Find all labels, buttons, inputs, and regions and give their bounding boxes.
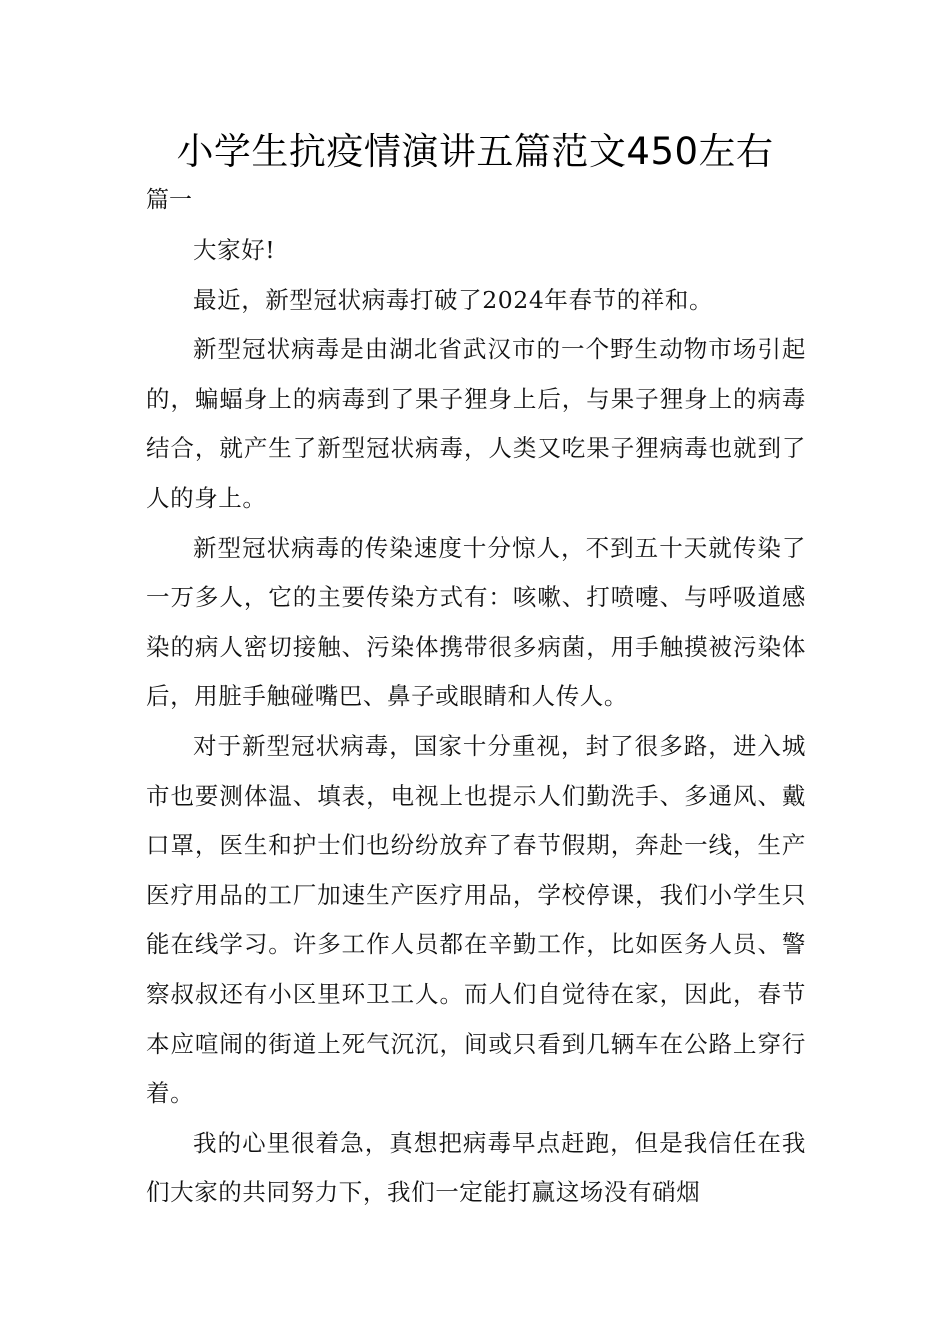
document-title: 小学生抗疫情演讲五篇范文450左右 xyxy=(176,130,774,173)
paragraph: 最近，新型冠状病毒打破了2024年春节的祥和。 xyxy=(193,285,714,314)
paragraph: 新型冠状病毒的传染速度十分惊人，不到五十天就传染了一万多人，它的主要传染方式有：咳嗽、打喷嚏、与呼吸道感染的病人密切接触、污染体携带很多病菌，用手触摸被污染体后，用脏手触碰嘴巴、鼻子或眼睛和人传人。 xyxy=(146,533,806,711)
section-label: 篇一 xyxy=(146,187,192,213)
paragraph: 大家好! xyxy=(193,236,276,264)
document-body xyxy=(146,226,806,1218)
paragraph: 对于新型冠状病毒，国家十分重视，封了很多路，进入城市也要测体温、填表，电视上也提示人们勤洗手、多通风、戴口罩，医生和护士们也纷纷放弃了春节假期，奔赴一线，生产医疗用品的工厂加速生产医疗用品，学校停课，我们小学生只能在线学习。许多工作人员都在辛勤工作，比如医务人员、警察叔叔还有小区里环卫工人。而人们自觉待在家，因此，春节本应喧闹的街道上死气沉沉，间或只看到几辆车在公路上穿行着。 xyxy=(146,731,806,1108)
paragraph: 我的心里很着急，真想把病毒早点赶跑，但是我信任在我们大家的共同努力下，我们一定能打赢这场没有硝烟 xyxy=(146,1128,806,1207)
paragraph: 新型冠状病毒是由湖北省武汉市的一个野生动物市场引起的，蝙蝠身上的病毒到了果子狸身上后，与果子狸身上的病毒结合，就产生了新型冠状病毒，人类又吃果子狸病毒也就到了人的身上。 xyxy=(146,335,806,512)
